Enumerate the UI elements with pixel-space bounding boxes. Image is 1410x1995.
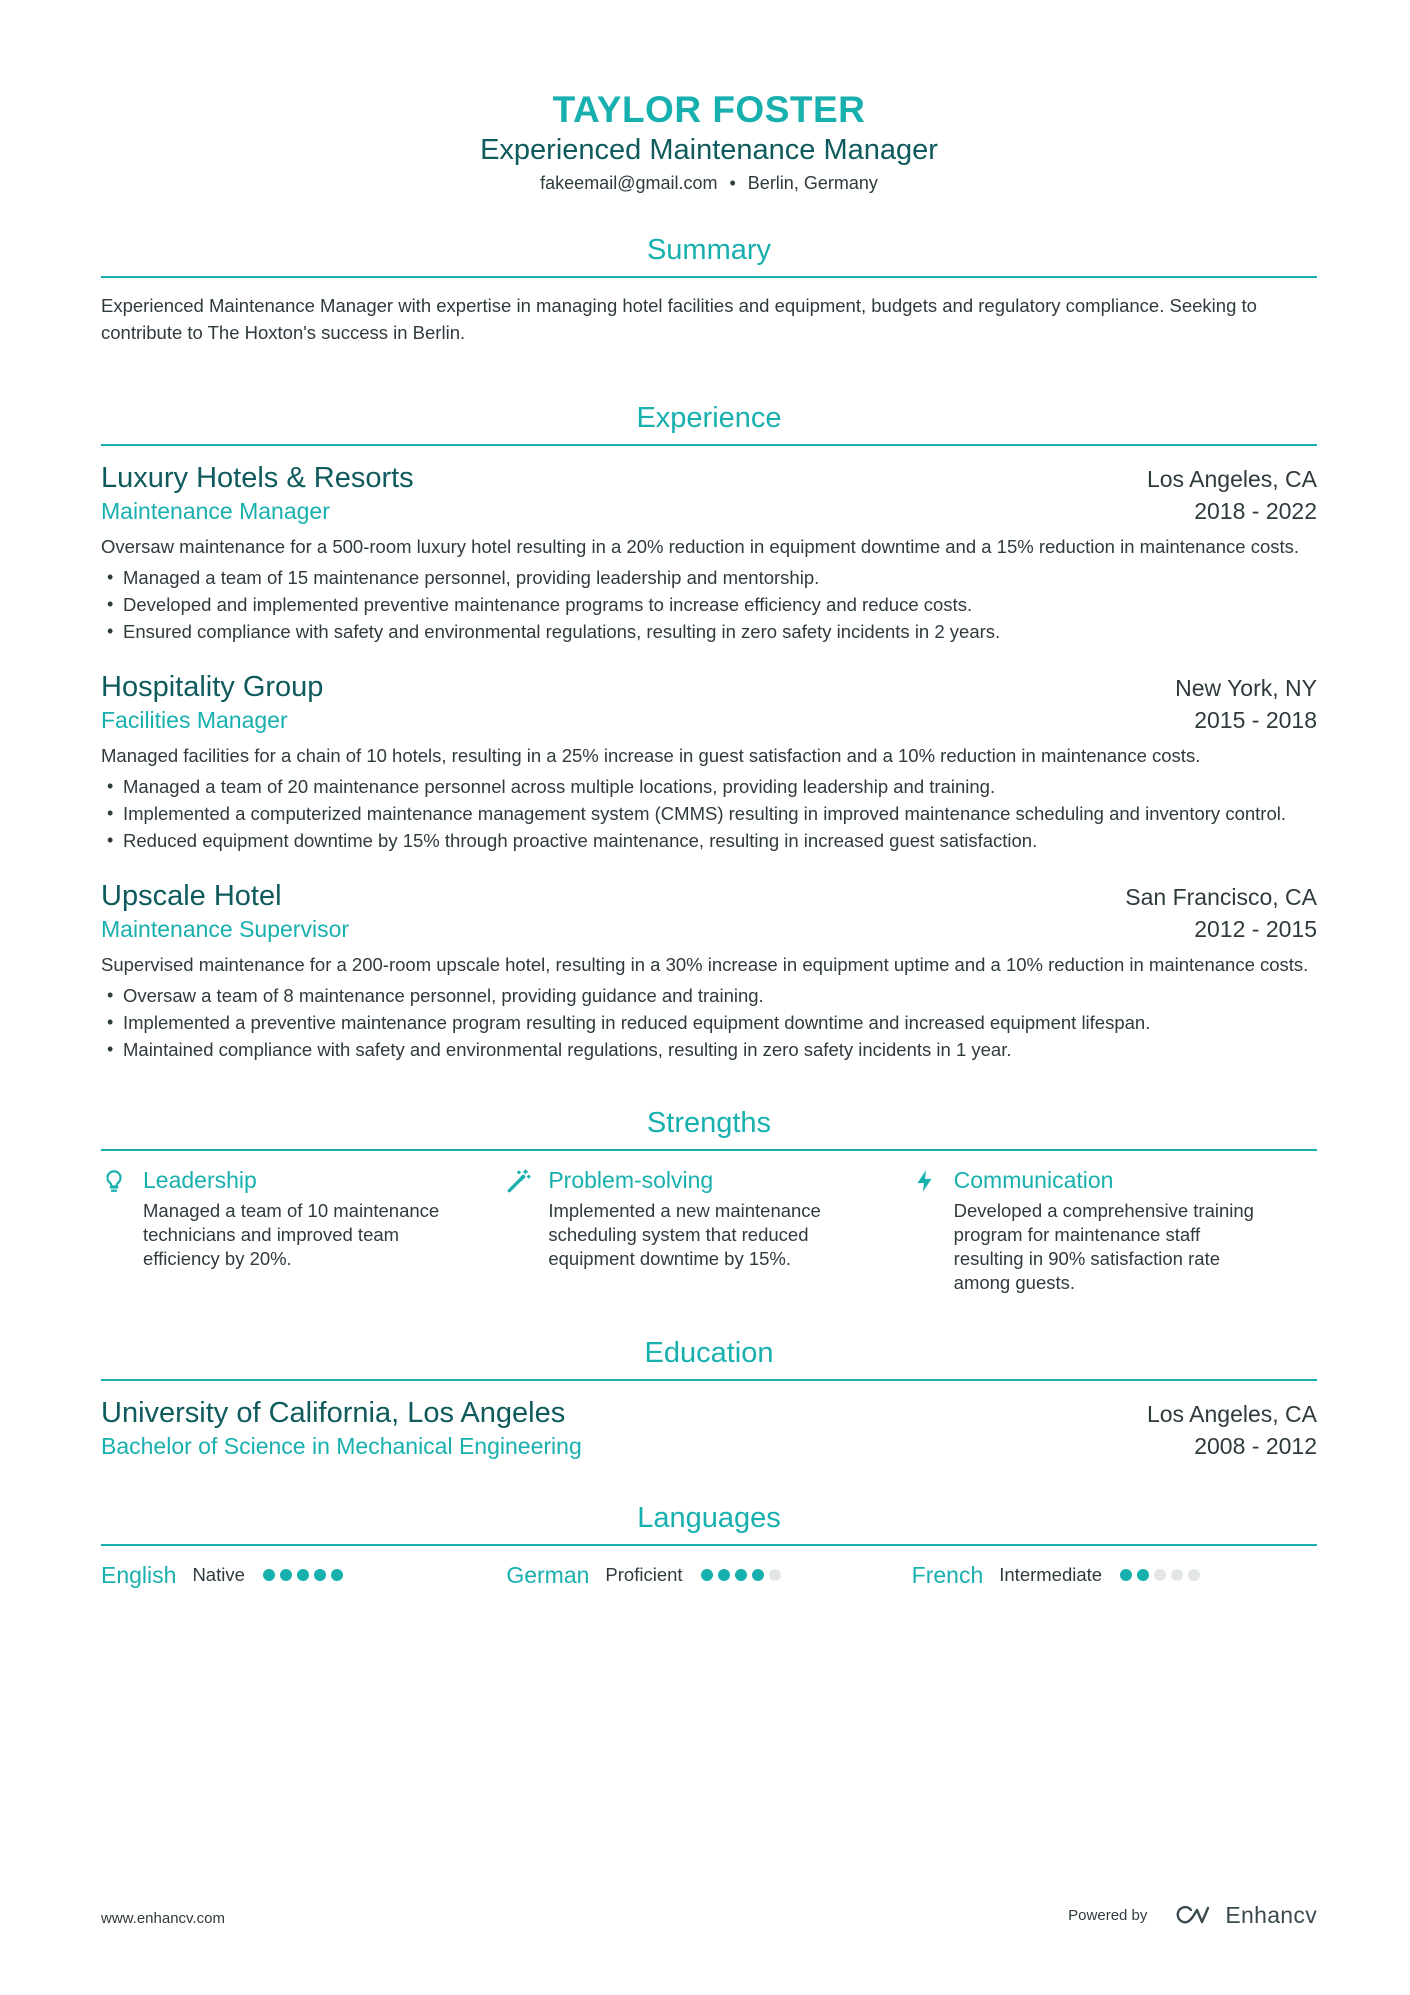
enhancv-logo-text: Enhancv [1225,1902,1317,1928]
section-title: Education [101,1335,1317,1381]
language-level: Intermediate [999,1564,1103,1585]
job-location: Los Angeles, CA [1146,466,1317,492]
section-title: Strengths [101,1105,1317,1151]
candidate-headline: Experienced Maintenance Manager [480,134,938,166]
strength-title: Leadership [143,1167,257,1193]
strength-item [101,1165,506,1295]
job-dates: 2012 - 2015 [1194,916,1317,942]
candidate-name: TAYLOR FOSTER [552,89,866,130]
strength-description: Implemented a new maintenance scheduling system that reduced equipment downtime by 15%. [548,1200,821,1269]
language-rating [263,1569,343,1581]
language-level: Native [192,1564,245,1585]
rating-dot-empty [1188,1569,1200,1581]
job-location: San Francisco, CA [1125,884,1317,910]
language-item [506,1560,911,1590]
resume-page [101,88,1317,1590]
job-dates: 2015 - 2018 [1194,707,1317,733]
job-location: New York, NY [1175,675,1317,701]
education-entry [101,1395,1317,1462]
rating-dot-empty [1171,1569,1183,1581]
job-company: Upscale Hotel [101,880,282,912]
job-bullet: • Managed a team of 20 maintenance personnel across multiple locations, providing leadership and training. [101,773,1317,800]
strength-description: Managed a team of 10 maintenance technicians and improved team efficiency by 20%. [143,1200,440,1269]
strength-item [506,1165,911,1295]
education-degree: Bachelor of Science in Mechanical Engineering [101,1433,582,1459]
language-rating [701,1569,781,1581]
job-bullet: • Ensured compliance with safety and environmental regulations, resulting in zero safety incidents in 2 years. [101,618,1317,645]
rating-dot-filled [752,1569,764,1581]
rating-dot-filled [331,1569,343,1581]
job-company: Luxury Hotels & Resorts [101,462,414,494]
language-name: French [911,1562,984,1588]
rating-dot-filled [701,1569,713,1581]
education-dates: 2008 - 2012 [1194,1433,1317,1459]
rating-dot-filled [735,1569,747,1581]
languages-section [101,1500,1317,1590]
footer-branding [1068,1902,1317,1929]
footer-website[interactable]: www.enhancv.com [101,1910,225,1927]
section-title: Languages [101,1500,1317,1546]
job-entry [101,878,1317,1063]
job-entry [101,460,1317,645]
powered-by-label: Powered by [1068,1907,1148,1924]
language-level: Proficient [605,1564,683,1585]
education-section [101,1335,1317,1462]
rating-dot-filled [280,1569,292,1581]
job-role: Maintenance Manager [101,498,330,524]
job-description: Oversaw maintenance for a 500-room luxury hotel resulting in a 20% reduction in equipment downtime and a 15% reduction in maintenance costs. [101,536,1300,557]
education-location: Los Angeles, CA [1146,1401,1317,1427]
magic-wand-icon [506,1165,548,1295]
contact-line [101,170,1317,196]
job-bullet: • Implemented a computerized maintenance management system (CMMS) resulting in improved maintenance scheduling and inventory control. [101,800,1317,827]
job-bullet: • Maintained compliance with safety and environmental regulations, resulting in zero safety incidents in 1 year. [101,1036,1317,1063]
job-bullets [101,773,1317,854]
job-bullet: • Managed a team of 15 maintenance personnel, providing leadership and mentorship. [101,564,1317,591]
rating-dot-filled [263,1569,275,1581]
strength-item [912,1165,1317,1295]
languages-grid [101,1560,1317,1590]
job-role: Maintenance Supervisor [101,916,350,942]
job-company: Hospitality Group [101,671,324,703]
rating-dot-empty [1154,1569,1166,1581]
rating-dot-empty [769,1569,781,1581]
job-entry [101,669,1317,854]
education-school: University of California, Los Angeles [101,1397,566,1429]
language-item [912,1560,1317,1590]
strength-title: Problem-solving [548,1167,714,1193]
language-item [101,1560,506,1590]
strength-description: Developed a comprehensive training program for maintenance staff resulting in 90% satisfaction rate among guests. [953,1200,1254,1293]
rating-dot-filled [1137,1569,1149,1581]
summary-section [101,232,1317,346]
job-bullet: • Reduced equipment downtime by 15% through proactive maintenance, resulting in increased guest satisfaction. [101,827,1317,854]
job-bullets [101,982,1317,1063]
strengths-section [101,1105,1317,1295]
job-bullet: • Developed and implemented preventive maintenance programs to increase efficiency and reduce costs. [101,591,1317,618]
job-bullets [101,564,1317,645]
rating-dot-filled [314,1569,326,1581]
language-name: English [101,1562,177,1588]
lightbulb-icon [101,1165,143,1295]
job-bullet: • Implemented a preventive maintenance program resulting in reduced equipment downtime and increased equipment lifespan. [101,1009,1317,1036]
job-bullet: • Oversaw a team of 8 maintenance personnel, providing guidance and training. [101,982,1317,1009]
language-name: German [506,1562,590,1588]
section-title: Summary [101,232,1317,278]
job-role: Facilities Manager [101,707,288,733]
experience-section [101,400,1317,1063]
strength-title: Communication [953,1167,1114,1193]
job-dates: 2018 - 2022 [1194,498,1317,524]
job-description: Supervised maintenance for a 200-room upscale hotel, resulting in a 30% increase in equipment uptime and a 10% reduction in maintenance costs. [101,954,1309,975]
section-title: Experience [101,400,1317,446]
separator-dot: • [729,173,736,193]
enhancv-logo-icon [1173,1903,1219,1929]
lightning-bolt-icon [912,1165,954,1295]
job-description: Managed facilities for a chain of 10 hotels, resulting in a 25% increase in guest satisfaction and a 10% reduction in maintenance costs. [101,745,1201,766]
contact-email[interactable]: fakeemail@gmail.com [540,173,718,193]
contact-location: Berlin, Germany [747,173,878,193]
resume-header [101,88,1317,196]
strengths-grid [101,1165,1317,1295]
summary-text: Experienced Maintenance Manager with expertise in managing hotel facilities and equipment, budgets and regulatory compliance. Seeking to contribute to The Hoxton's success in Berlin. [101,295,1257,343]
enhancv-logo[interactable] [1173,1902,1317,1929]
rating-dot-filled [1120,1569,1132,1581]
rating-dot-filled [718,1569,730,1581]
rating-dot-filled [297,1569,309,1581]
language-rating [1120,1569,1200,1581]
